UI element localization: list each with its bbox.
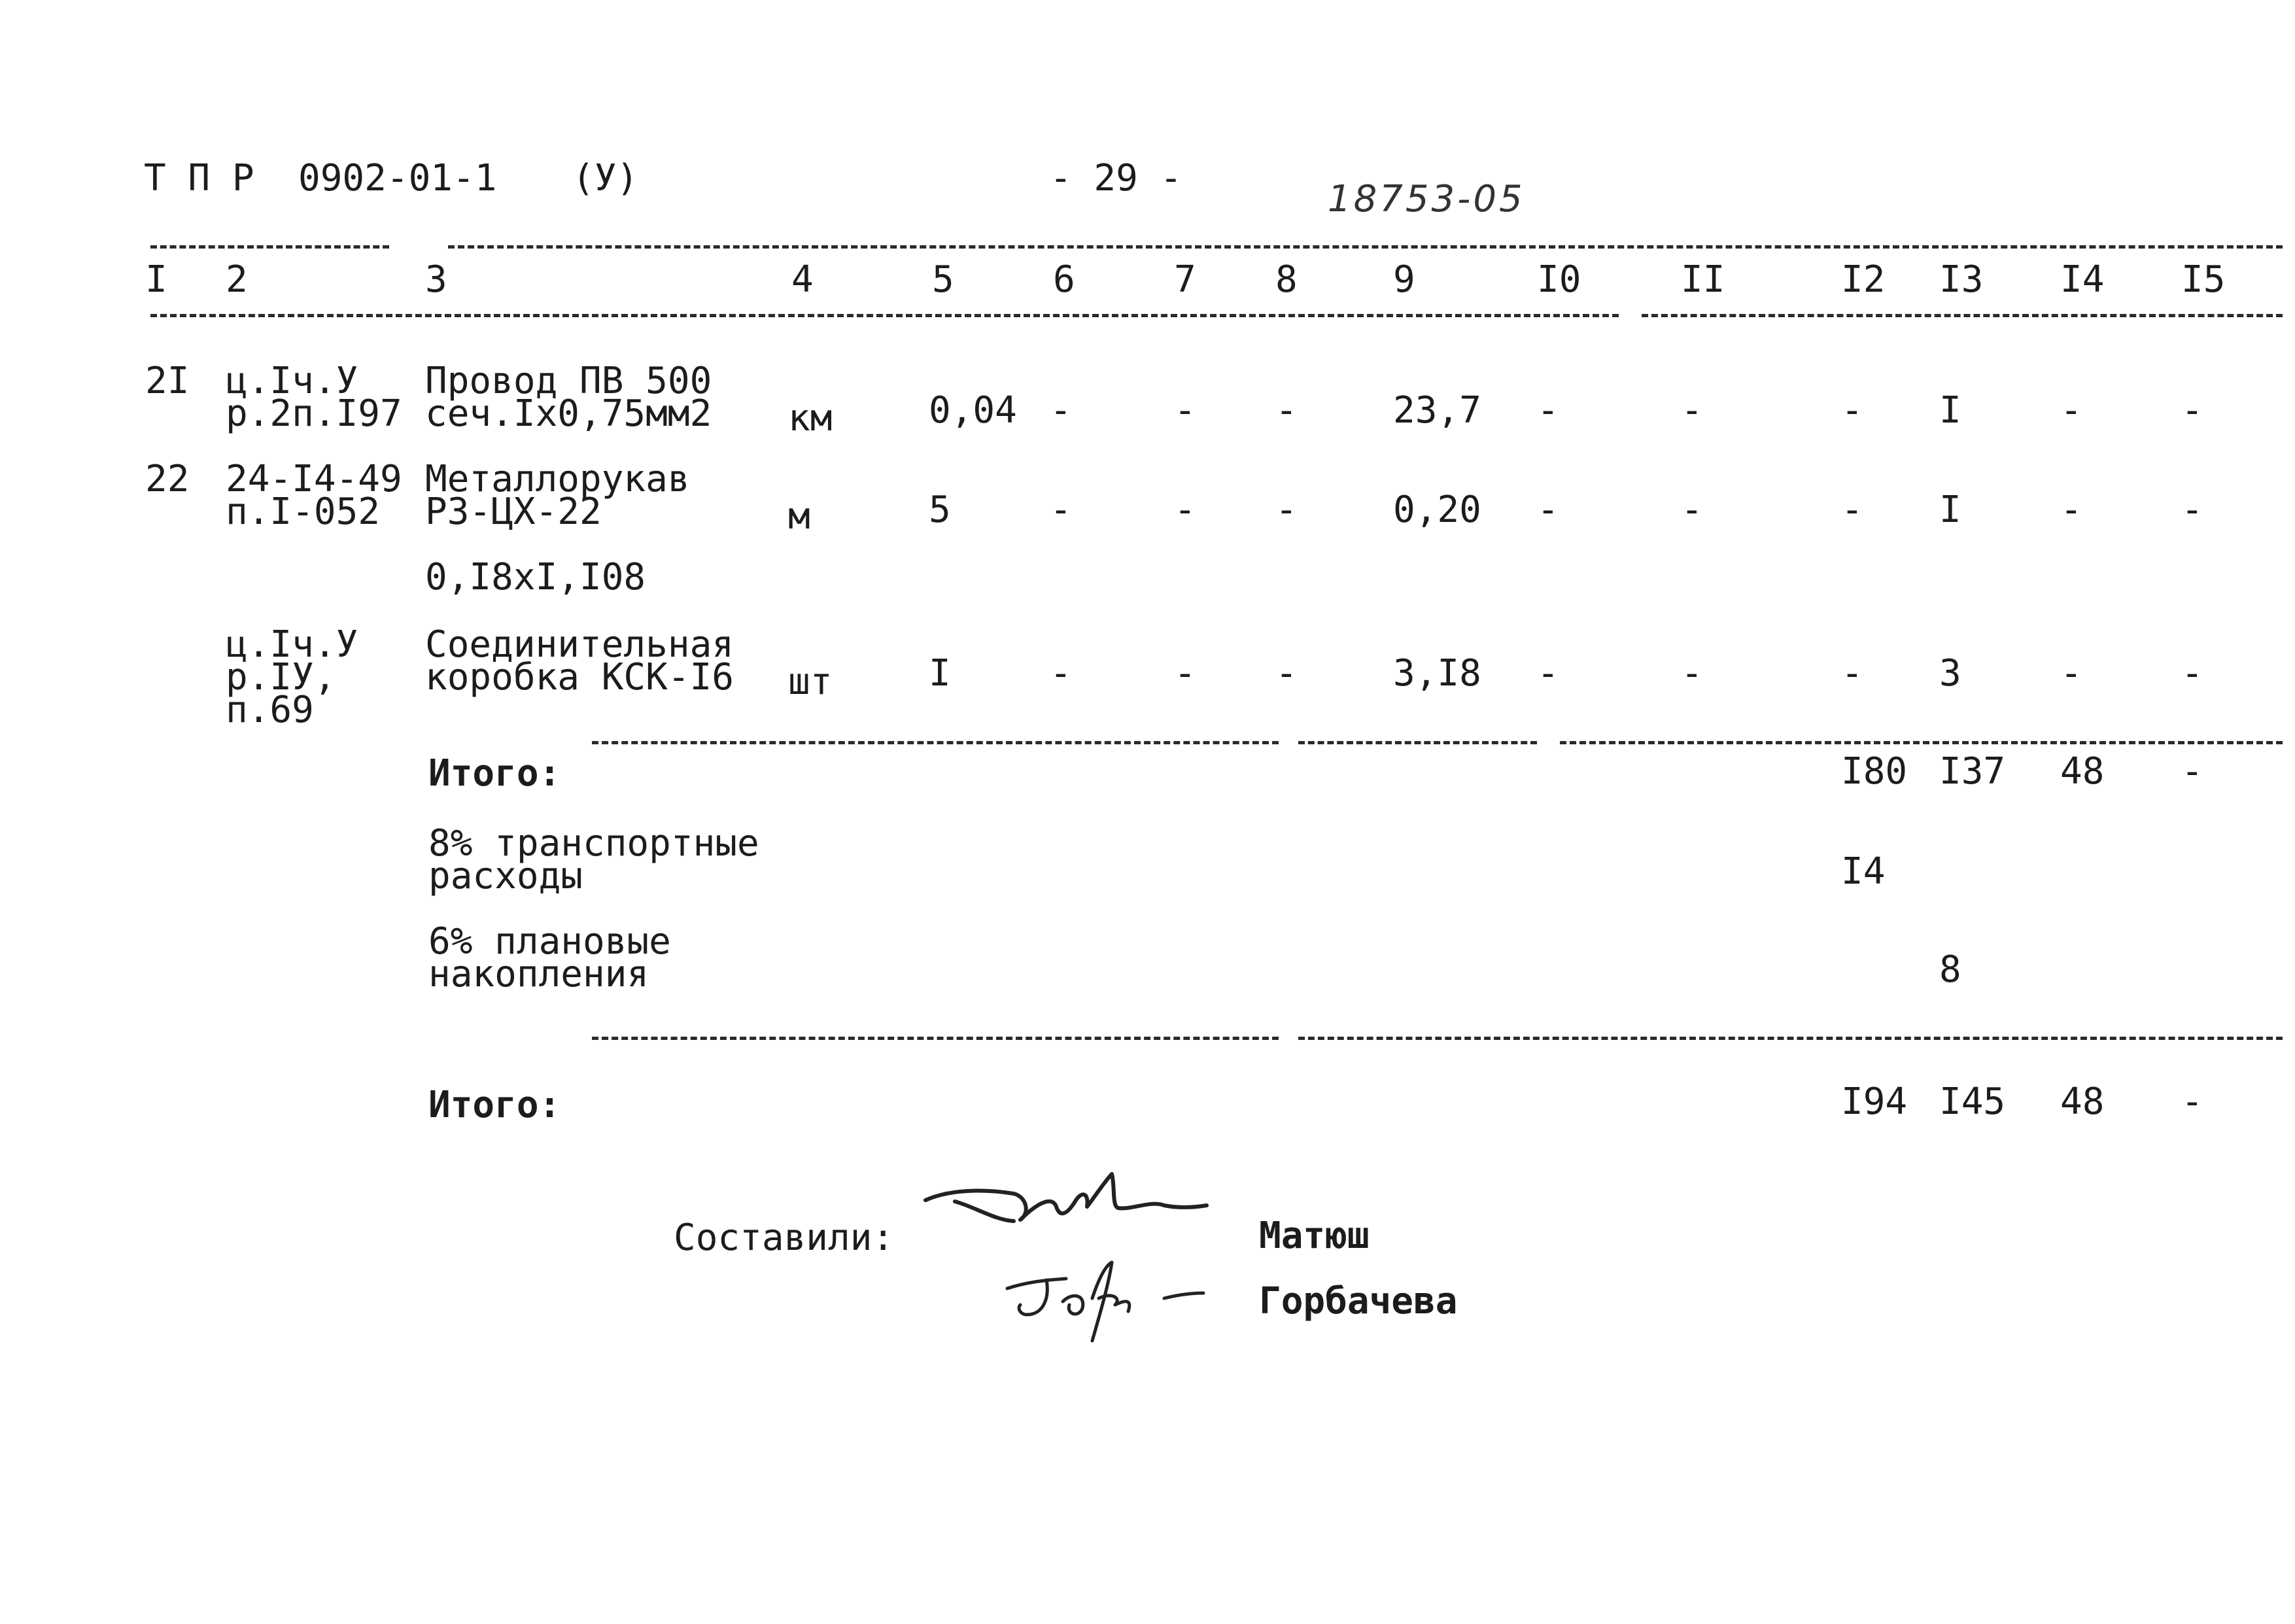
column-number: 4 bbox=[791, 258, 814, 301]
row-cell: - bbox=[1537, 489, 1559, 531]
header-rule-bottom bbox=[1642, 314, 2283, 317]
column-number: I bbox=[145, 258, 167, 301]
row-cell: - bbox=[2181, 652, 2203, 695]
total-cell: I94 bbox=[1841, 1080, 1908, 1123]
header-rule-top bbox=[150, 245, 389, 249]
total-cell: 48 bbox=[2060, 1080, 2105, 1123]
signer-name: Горбачева bbox=[1259, 1280, 1458, 1322]
row-cell: I bbox=[929, 652, 951, 695]
row-cell: - bbox=[1841, 389, 1863, 432]
row-cell: - bbox=[2060, 489, 2082, 531]
column-number: 8 bbox=[1275, 258, 1298, 301]
planned-cell: 8 bbox=[1939, 948, 1961, 991]
column-number: I4 bbox=[2060, 258, 2105, 301]
row-number: 2I bbox=[145, 360, 190, 402]
column-number: 5 bbox=[932, 258, 954, 301]
planned-label: 6% плановые bbox=[428, 920, 671, 963]
row-name: сеч.Iх0,75мм2 bbox=[425, 392, 712, 435]
column-number: 6 bbox=[1053, 258, 1075, 301]
signature bbox=[1001, 1253, 1223, 1351]
row-cell: 3 bbox=[1939, 652, 1961, 695]
row-code: п.I-052 bbox=[226, 491, 381, 533]
total-rule bbox=[1298, 1037, 2283, 1040]
row-cell: - bbox=[1841, 489, 1863, 531]
row-name: Соединительная bbox=[425, 623, 734, 666]
row-name: коробка КСК-I6 bbox=[425, 656, 734, 699]
column-number: I2 bbox=[1841, 258, 1886, 301]
compiled-label: Составили: bbox=[674, 1217, 895, 1259]
row-code: ц.Iч.У bbox=[226, 360, 358, 402]
total-label: Итого: bbox=[428, 1084, 561, 1126]
row-name: Металлорукав bbox=[425, 458, 690, 500]
row-cell: - bbox=[2181, 489, 2203, 531]
column-number: 7 bbox=[1174, 258, 1196, 301]
row-cell: - bbox=[1050, 489, 1072, 531]
row-cell: - bbox=[1050, 389, 1072, 432]
subtotal-cell: 48 bbox=[2060, 750, 2105, 793]
column-number: 3 bbox=[425, 258, 447, 301]
transport-cell: I4 bbox=[1841, 850, 1886, 893]
row-cell: - bbox=[2060, 389, 2082, 432]
row-cell: - bbox=[1050, 652, 1072, 695]
row-cell: - bbox=[1174, 389, 1196, 432]
row-name: Провод ПВ 500 bbox=[425, 360, 712, 402]
row-extra-line: 0,I8хI,I08 bbox=[425, 556, 646, 598]
row-unit: км bbox=[788, 397, 833, 440]
subtotal-rule bbox=[1560, 741, 2283, 744]
row-cell: I bbox=[1939, 389, 1961, 432]
row-cell: I bbox=[1939, 489, 1961, 531]
row-cell: - bbox=[1275, 489, 1298, 531]
column-number: 9 bbox=[1393, 258, 1415, 301]
row-cell: - bbox=[1275, 389, 1298, 432]
row-code: ц.Iч.У bbox=[226, 623, 358, 666]
column-number: I0 bbox=[1537, 258, 1581, 301]
column-number: I3 bbox=[1939, 258, 1984, 301]
column-number: II bbox=[1681, 258, 1725, 301]
row-code: 24-I4-49 bbox=[226, 458, 402, 500]
planned-label: накопления bbox=[428, 953, 649, 995]
subtotal-cell: - bbox=[2181, 750, 2203, 793]
row-code: р.2п.I97 bbox=[226, 392, 402, 435]
doc-variant: (У) bbox=[572, 157, 639, 199]
column-number: 2 bbox=[226, 258, 248, 301]
row-number: 22 bbox=[145, 458, 190, 500]
subtotal-cell: I37 bbox=[1939, 750, 2006, 793]
row-cell: - bbox=[2181, 389, 2203, 432]
row-cell: - bbox=[1174, 489, 1196, 531]
column-number: I5 bbox=[2181, 258, 2226, 301]
row-cell: 3,I8 bbox=[1393, 652, 1481, 695]
row-cell: - bbox=[1174, 652, 1196, 695]
handwritten-number: 18753-05 bbox=[1328, 178, 1525, 220]
row-cell: 0,04 bbox=[929, 389, 1017, 432]
row-code: п.69 bbox=[226, 689, 314, 731]
row-code: р.IУ, bbox=[226, 656, 336, 699]
subtotal-cell: I80 bbox=[1841, 750, 1908, 793]
header-rule-bottom bbox=[150, 314, 1619, 317]
row-unit: шт bbox=[788, 661, 833, 703]
row-cell: - bbox=[1681, 389, 1703, 432]
total-cell: - bbox=[2181, 1080, 2203, 1123]
signature bbox=[916, 1161, 1217, 1239]
row-cell: - bbox=[2060, 652, 2082, 695]
row-cell: - bbox=[1537, 652, 1559, 695]
row-cell: - bbox=[1681, 652, 1703, 695]
header-rule-top bbox=[448, 245, 2283, 249]
row-cell: - bbox=[1275, 652, 1298, 695]
total-cell: I45 bbox=[1939, 1080, 2006, 1123]
total-rule bbox=[592, 1037, 1279, 1040]
transport-label: 8% транспортные bbox=[428, 822, 759, 865]
doc-code: Т П Р 0902-01-1 bbox=[144, 157, 497, 199]
page-number: - 29 - bbox=[1050, 157, 1182, 199]
row-cell: 0,20 bbox=[1393, 489, 1481, 531]
row-cell: 23,7 bbox=[1393, 389, 1481, 432]
row-name: РЗ-ЦХ-22 bbox=[425, 491, 602, 533]
transport-label: расходы bbox=[428, 855, 583, 897]
subtotal-rule bbox=[592, 741, 1279, 744]
signer-name: Матюш bbox=[1259, 1215, 1370, 1257]
subtotal-label: Итого: bbox=[428, 752, 561, 795]
row-unit: м bbox=[788, 495, 810, 538]
row-cell: - bbox=[1537, 389, 1559, 432]
row-cell: 5 bbox=[929, 489, 951, 531]
subtotal-rule bbox=[1298, 741, 1537, 744]
row-cell: - bbox=[1841, 652, 1863, 695]
row-cell: - bbox=[1681, 489, 1703, 531]
